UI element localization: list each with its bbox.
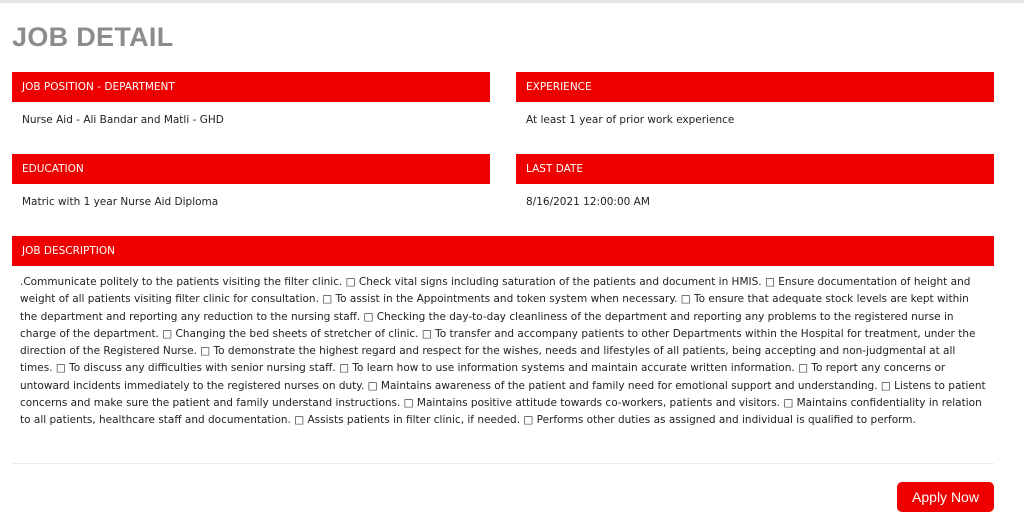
page-title: JOB DETAIL: [12, 22, 174, 52]
experience-value: At least 1 year of prior work experience: [526, 114, 735, 126]
experience-header: EXPERIENCE: [516, 72, 994, 102]
education-value: Matric with 1 year Nurse Aid Diploma: [22, 196, 219, 208]
job-position-header: JOB POSITION - DEPARTMENT: [12, 72, 490, 102]
education-header: EDUCATION: [12, 154, 490, 184]
apply-now-button[interactable]: Apply Now: [897, 482, 994, 512]
job-position-value: Nurse Aid - Ali Bandar and Matli - GHD: [22, 114, 224, 126]
last-date-value: 8/16/2021 12:00:00 AM: [526, 196, 650, 208]
job-position-section: [12, 72, 490, 126]
job-description-section: [12, 236, 994, 430]
last-date-header: LAST DATE: [516, 154, 994, 184]
job-description-header: JOB DESCRIPTION: [12, 236, 994, 266]
education-section: [12, 154, 490, 208]
job-description-text: .Communicate politely to the patients visiting the filter clinic. □ Check vital signs including saturation of the patients and document in HMIS. □ Ensure documentation of height and weight of all patients visiting filter clinic for consultation. □ To assist in the Appointments and token system when necessary. □ To ensure that adequate stock levels are kept within the department and reporting any reduction to the nursing staff. □ Checking the day-to-day cleanliness of the department and reporting any problems to the registered nurse in charge of the department. □ Changing the bed sheets of stretcher of clinic. □ To transfer and accompany patients to other Departments within the Hospital for treatment, under the direction of the Registered Nurse. □ To demonstrate the highest regard and respect for the wishes, needs and lifestyles of all patients, being accepting and non-judgmental at all times. □ To discuss any difficulties with senior nursing staff. □ To learn how to use information systems and maintain accurate written information. □ To report any concerns or untoward incidents immediately to the registered nurses on duty. □ Maintains awareness of the patient and family need for emotional support and understanding. □ Listens to patient concerns and make sure the patient and family understand instructions. □ Maintains positive attitude towards co-workers, patients and visitors. □ Maintains confidentiality in relation to all patients, healthcare staff and documentation. □ Assists patients in filter clinic, if needed. □ Performs other duties as assigned and individual is qualified to perform.: [20, 276, 986, 427]
top-border: [0, 0, 1024, 3]
experience-section: [516, 72, 994, 126]
divider: [12, 463, 994, 464]
last-date-section: [516, 154, 994, 208]
